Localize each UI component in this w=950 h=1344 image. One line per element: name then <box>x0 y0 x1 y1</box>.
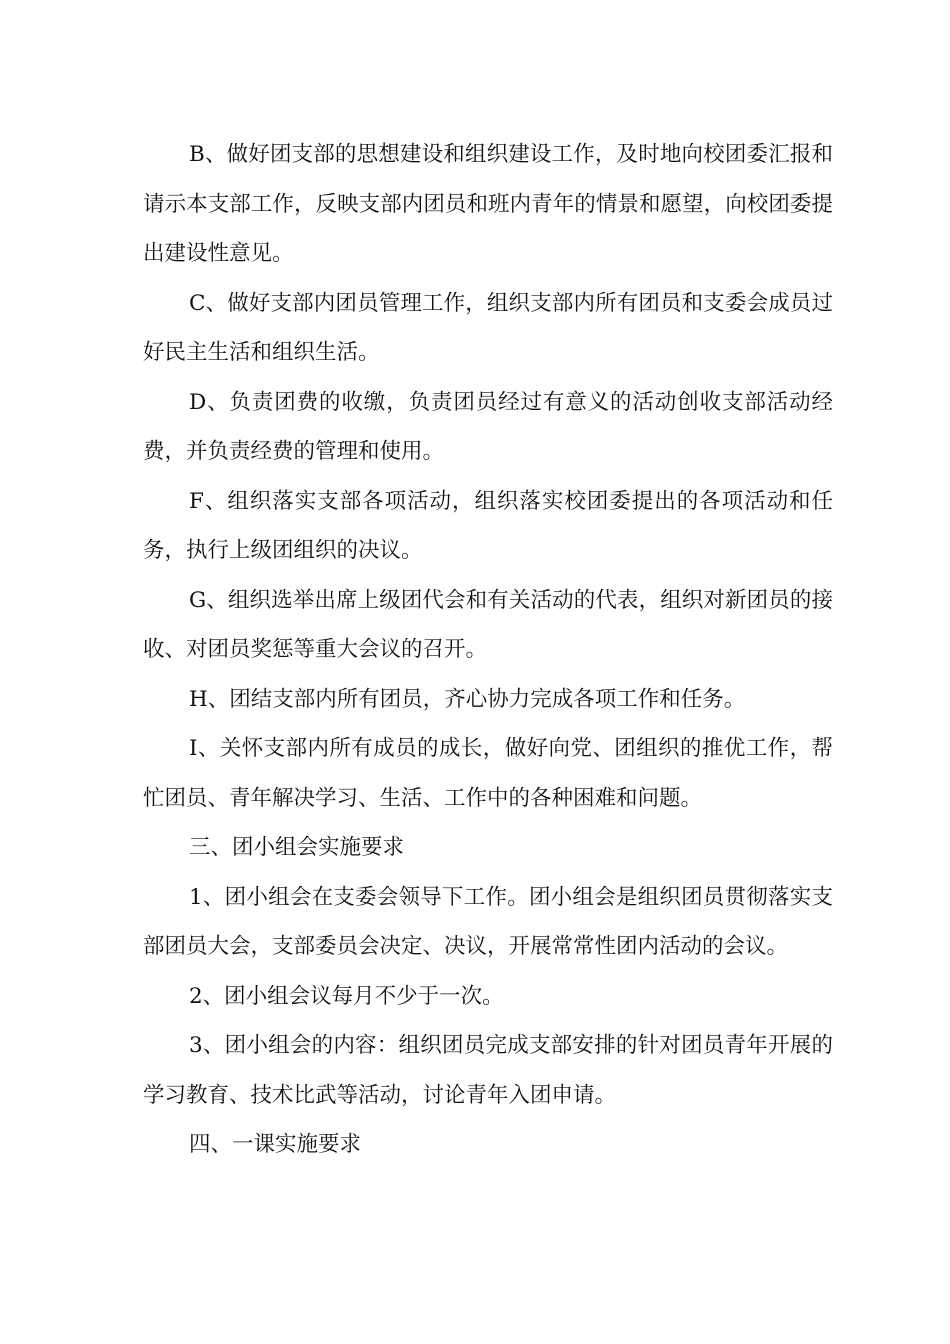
paragraph-c: C、做好支部内团员管理工作，组织支部内所有团员和支委会成员过好民主生活和组织生活。 <box>143 290 833 365</box>
paragraph-1: 1、团小组会在支委会领导下工作。团小组会是组织团员贯彻落实支部团员大会，支部委员会决定、决议，开展常常性团内活动的会议。 <box>143 884 833 959</box>
paragraph-h: H、团结支部内所有团员，齐心协力完成各项工作和任务。 <box>189 686 746 712</box>
section-heading-3: 三、团小组会实施要求 <box>189 835 405 860</box>
paragraph-i: I、关怀支部内所有成员的成长，做好向党、团组织的推优工作，帮忙团员、青年解决学习、生活、工作中的各种困难和问题。 <box>143 736 833 811</box>
document-body <box>143 130 833 1170</box>
section-heading-4: 四、一课实施要求 <box>189 1132 362 1157</box>
paragraph-f: F、组织落实支部各项活动，组织落实校团委提出的各项活动和任务，执行上级团组织的决议。 <box>143 488 833 563</box>
paragraph-g: G、组织选举出席上级团代会和有关活动的代表，组织对新团员的接收、对团员奖惩等重大会议的召开。 <box>143 587 833 662</box>
paragraph-d: D、负责团费的收缴，负责团员经过有意义的活动创收支部活动经费，并负责经费的管理和使用。 <box>143 389 833 464</box>
paragraph-3: 3、团小组会的内容：组织团员完成支部安排的针对团员青年开展的学习教育、技术比武等活动，讨论青年入团申请。 <box>143 1033 833 1108</box>
paragraph-b: B、做好团支部的思想建设和组织建设工作，及时地向校团委汇报和请示本支部工作，反映支部内团员和班内青年的情景和愿望，向校团委提出建设性意见。 <box>143 142 833 266</box>
paragraph-2: 2、团小组会议每月不少于一次。 <box>189 983 504 1009</box>
